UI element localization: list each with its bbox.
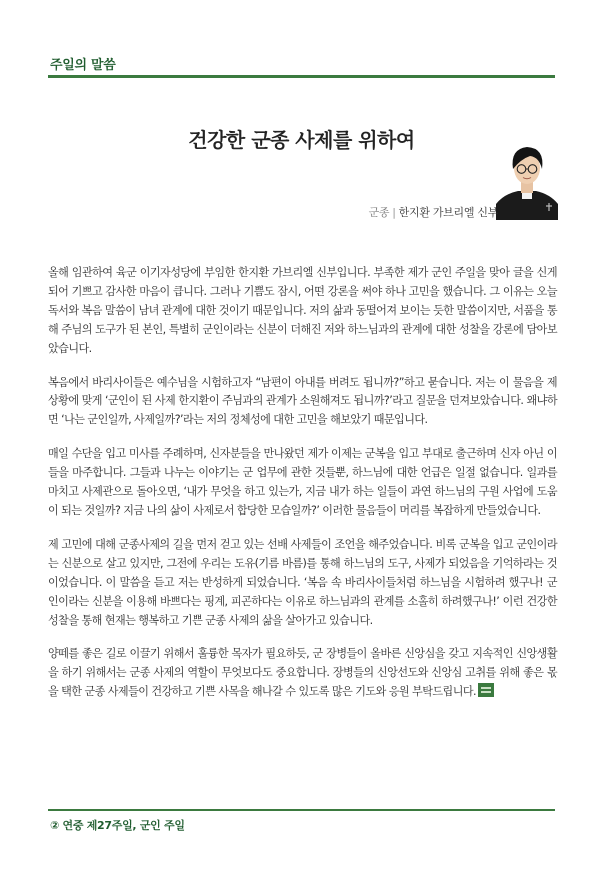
top-rule bbox=[48, 75, 555, 78]
byline bbox=[369, 204, 498, 220]
article-body bbox=[48, 264, 557, 717]
byline-separator: | bbox=[392, 206, 396, 219]
page-footer: ② 연중 제27주일, 군인 주일 bbox=[50, 819, 185, 832]
paragraph: 매일 수단을 입고 미사를 주례하며, 신자분들을 만나왔던 제가 이제는 군복을 입고 부대로 출근하며 신자 아닌 이들을 마주합니다. 그들과 나누는 이야기는 군 업무에 관한 것들뿐, 하느님에 대한 언급은 일절 없습니다. 일과를 마치고 사제관으로 돌아오면, ‘내가 무엇을 하고 있는가, 지금 내가 하는 일들이 과연 하느님의 구원 사업에 도움이 되는 것일까? 지금 나의 삶이 사제로서 합당한 모습일까?’ 이러한 물음들이 머리를 복잡하게 만들었습니다. bbox=[48, 447, 557, 517]
section-label: 주일의 말씀 bbox=[50, 58, 116, 73]
bottom-rule bbox=[48, 809, 555, 811]
article-end-mark-icon bbox=[478, 683, 494, 697]
paragraph-text: 양떼를 좋은 길로 이끌기 위해서 훌륭한 목자가 필요하듯, 군 장병들이 올바른 신앙심을 갖고 지속적인 신앙생활을 하기 위해서는 군종 사제의 역할이 무엇보다도 중요합니다. 장병들의 신앙선도와 신앙심 고취를 위해 좋은 몫을 택한 군종 사제들이 건강하고 기쁜 사목을 해나갈 수 있도록 많은 기도와 응원 부탁드립니다. bbox=[48, 647, 557, 699]
paragraph bbox=[48, 645, 557, 702]
author-photo bbox=[496, 136, 558, 220]
paragraph: 제 고민에 대해 군종사제의 길을 먼저 걷고 있는 선배 사제들이 조언을 해주었습니다. 비록 군복을 입고 군인이라는 신분으로 살고 있지만, 그전에 우리는 도유(기름 바름)를 통해 하느님의 도구, 사제가 되었음을 기억하라는 것이었습니다. 이 말씀을 듣고 저는 반성하게 되었습니다. ‘복음 속 바리사이들처럼 하느님을 시험하려 했구나! 군인이라는 신분을 이용해 바쁘다는 핑계, 피곤하다는 이유로 하느님과의 관계를 소홀히 하려했구나!’ 이런 건강한 성찰을 통해 현재는 행복하고 기쁜 군종 사제의 삶을 살아가고 있습니다. bbox=[48, 537, 557, 627]
author-portrait-icon bbox=[496, 136, 558, 220]
byline-name: 한지환 가브리엘 신부 bbox=[398, 206, 498, 219]
paragraph: 복음에서 바리사이들은 예수님을 시험하고자 “남편이 아내를 버려도 됩니까?”하고 묻습니다. 저는 이 물음을 제 상황에 맞게 ‘군인이 된 사제 한지환이 주님과의 관계가 소원해져도 됩니까?’라고 질문을 던져보았습니다. 왜냐하면 ‘나는 군인일까, 사제일까?’라는 저의 정체성에 대한 고민을 해보았기 때문입니다. bbox=[48, 375, 557, 427]
byline-role: 군종 bbox=[368, 206, 390, 219]
article-title: 건강한 군종 사제를 위하여 bbox=[188, 128, 415, 152]
paragraph: 올해 임관하여 육군 이기자성당에 부임한 한지환 가브리엘 신부입니다. 부족한 제가 군인 주일을 맞아 글을 신게 되어 기쁘고 감사한 마음이 큽니다. 그러나 기쁨도 잠시, 어떤 강론을 써야 하나 고민을 했습니다. 그 이유는 오늘 독서와 복음 말씀이 남녀 관계에 대한 것이기 때문입니다. 저의 삶과 동떨어져 보이는 듯한 말씀이지만, 서품을 통해 주님의 도구가 된 본인, 특별히 군인이라는 신분이 더해진 저와 하느님과의 관계에 대한 성찰을 강론에 담아보았습니다. bbox=[48, 266, 557, 355]
